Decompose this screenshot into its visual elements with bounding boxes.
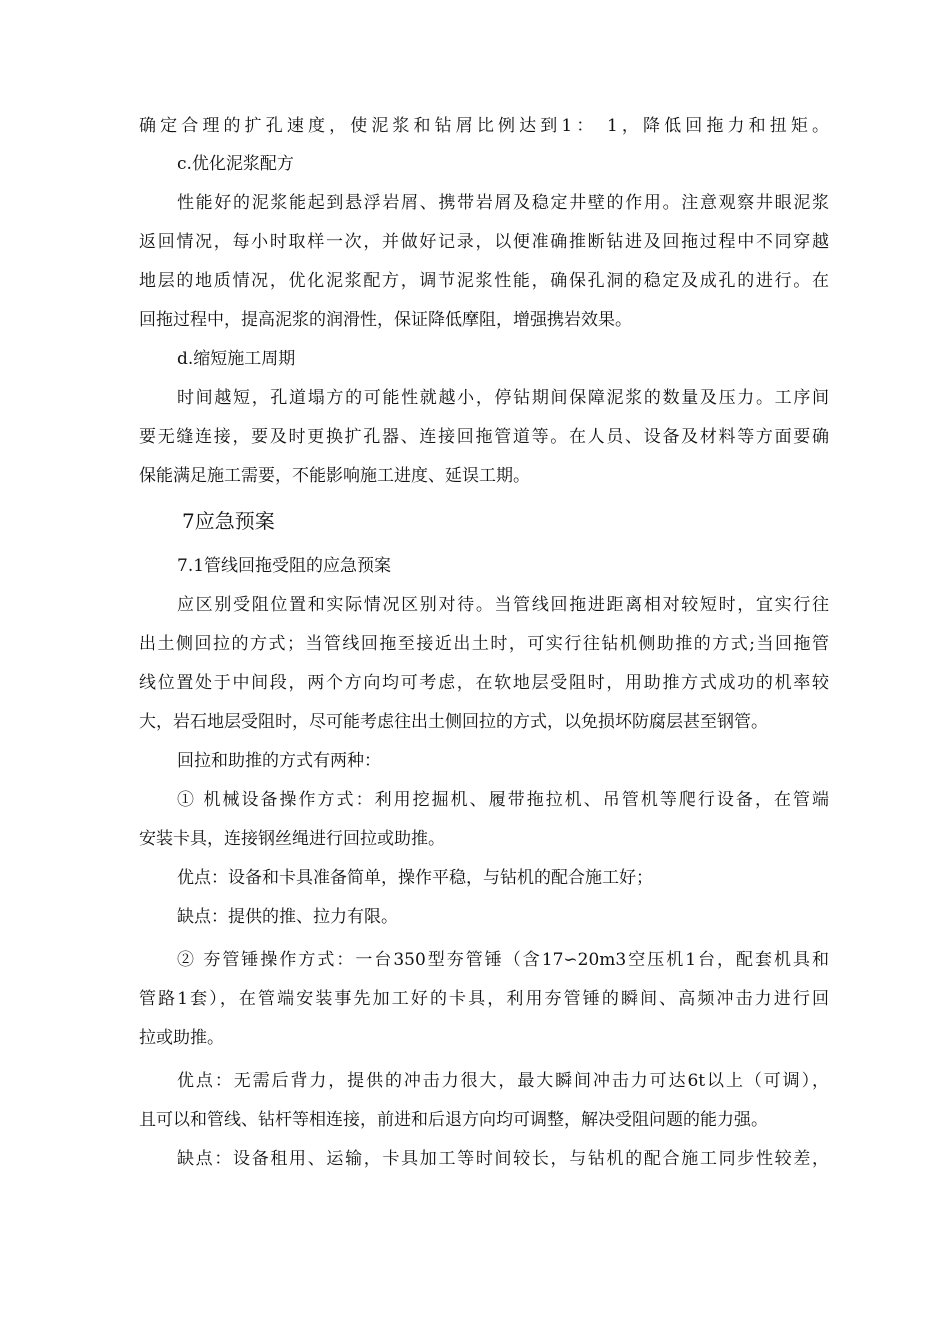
subsection-heading-c: c.优化泥浆配方	[177, 154, 294, 174]
paragraph-line: 优点：设备和卡具准备简单，操作平稳，与钻机的配合施工好；	[177, 868, 653, 888]
list-item-line: 安装卡具，连接钢丝绳进行回拉或助推。	[139, 829, 445, 849]
section-heading: 7应急预案	[182, 509, 275, 533]
paragraph-line: 且可以和管线、钻杆等相连接，前进和后退方向均可调整，解决受阻问题的能力强。	[139, 1110, 768, 1130]
paragraph-line: 返回情况，每小时取样一次，并做好记录，以便准确推断钻进及回拖过程中不同穿越	[139, 232, 829, 252]
list-item-line: ① 机械设备操作方式：利用挖掘机、履带拖拉机、吊管机等爬行设备，在管端	[177, 790, 829, 810]
paragraph-line: 时间越短，孔道塌方的可能性就越小，停钻期间保障泥浆的数量及压力。工序间	[177, 388, 829, 408]
paragraph-line: 确定合理的扩孔速度，使泥浆和钻屑比例达到1： 1，降低回拖力和扭矩。	[139, 116, 829, 136]
paragraph-line: 保能满足施工需要，不能影响施工进度、延误工期。	[139, 466, 530, 486]
subsection-heading-d: d.缩短施工周期	[177, 349, 296, 369]
list-item-line: 拉或助推。	[139, 1028, 224, 1048]
paragraph-line: 缺点：设备租用、运输，卡具加工等时间较长，与钻机的配合施工同步性较差，	[177, 1149, 829, 1169]
paragraph-line: 地层的地质情况，优化泥浆配方，调节泥浆性能，确保孔洞的稳定及成孔的进行。在	[139, 271, 829, 291]
subsection-heading: 7.1管线回拖受阻的应急预案	[177, 556, 392, 576]
list-item-line: 管路1套），在管端安装事先加工好的卡具，利用夯管锤的瞬间、高频冲击力进行回	[139, 989, 829, 1009]
paragraph-line: 应区别受阻位置和实际情况区别对待。当管线回拖进距离相对较短时，宜实行往	[177, 595, 829, 615]
paragraph-line: 性能好的泥浆能起到悬浮岩屑、携带岩屑及稳定井壁的作用。注意观察井眼泥浆	[177, 193, 829, 213]
paragraph-line: 大，岩石地层受阻时，尽可能考虑往出土侧回拉的方式，以免损坏防腐层甚至钢管。	[139, 712, 768, 732]
paragraph-line: 线位置处于中间段，两个方向均可考虑，在软地层受阻时，用助推方式成功的机率较	[139, 673, 829, 693]
list-item-line: ② 夯管锤操作方式：一台350型夯管锤（含17∽20m3空压机1台，配套机具和	[177, 950, 829, 970]
paragraph-line: 缺点：提供的推、拉力有限。	[177, 907, 398, 927]
paragraph-line: 优点：无需后背力，提供的冲击力很大，最大瞬间冲击力可达6t以上（可调），	[177, 1071, 829, 1091]
paragraph-line: 出土侧回拉的方式；当管线回拖至接近出土时，可实行往钻机侧助推的方式;当回拖管	[139, 634, 829, 654]
paragraph-line: 要无缝连接，要及时更换扩孔器、连接回拖管道等。在人员、设备及材料等方面要确	[139, 427, 829, 447]
paragraph-line: 回拉和助推的方式有两种：	[177, 751, 381, 771]
paragraph-line: 回拖过程中，提高泥浆的润滑性，保证降低摩阻，增强携岩效果。	[139, 310, 632, 330]
